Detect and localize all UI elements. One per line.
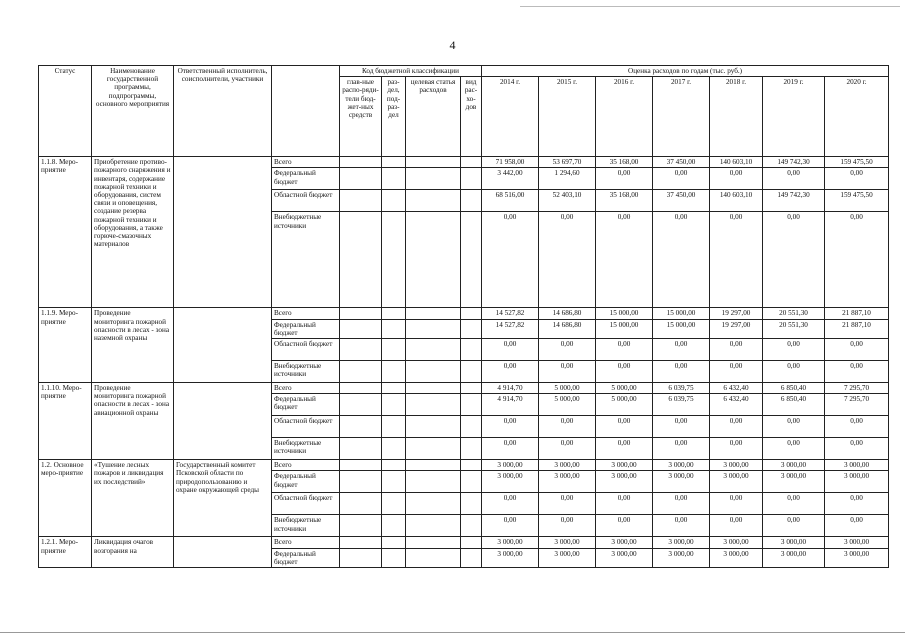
funding-source: Областной бюджет — [272, 416, 340, 438]
kbk-cell — [461, 515, 482, 537]
amount-cell: 0,00 — [763, 515, 825, 537]
amount-cell: 0,00 — [653, 438, 710, 460]
row-responsible — [174, 537, 272, 568]
amount-cell: 3 000,00 — [763, 460, 825, 471]
amount-cell: 0,00 — [710, 416, 763, 438]
amount-cell: 3 000,00 — [825, 471, 889, 493]
kbk-cell — [461, 308, 482, 319]
amount-cell: 0,00 — [482, 438, 539, 460]
kbk-cell — [340, 319, 382, 338]
amount-cell: 0,00 — [596, 339, 653, 361]
amount-cell: 0,00 — [763, 339, 825, 361]
kbk-cell — [340, 361, 382, 383]
amount-cell: 0,00 — [539, 361, 596, 383]
amount-cell: 0,00 — [825, 493, 889, 515]
amount-cell: 0,00 — [482, 339, 539, 361]
amount-cell: 3 000,00 — [539, 460, 596, 471]
amount-cell: 3 000,00 — [539, 471, 596, 493]
amount-cell: 3 000,00 — [482, 537, 539, 548]
amount-cell: 0,00 — [539, 416, 596, 438]
amount-cell: 0,00 — [653, 212, 710, 308]
amount-cell: 19 297,00 — [710, 319, 763, 338]
kbk-cell — [461, 493, 482, 515]
amount-cell: 0,00 — [825, 515, 889, 537]
row-name: Приобретение противо-пожарного снаряжения и инвентаря, содержание пожарной техники и оборудования, систем связи и оповещения, создание резерва пожарной техники и оборудования, а также горюче-смазочных материалов — [92, 157, 174, 308]
row-responsible: Государственный комитет Псковской области по природопользованию и охране окружающей среды — [174, 460, 272, 537]
amount-cell: 37 450,00 — [653, 190, 710, 212]
kbk-cell — [461, 339, 482, 361]
kbk-cell — [461, 394, 482, 416]
amount-cell: 3 000,00 — [710, 460, 763, 471]
kbk-cell — [461, 548, 482, 567]
funding-source: Всего — [272, 157, 340, 168]
kbk-cell — [340, 460, 382, 471]
amount-cell: 19 297,00 — [710, 308, 763, 319]
header-kbk-grbs: глав-ные распо-ряди-тели бюд-жет-ных средств — [340, 77, 382, 157]
amount-cell: 3 000,00 — [710, 471, 763, 493]
kbk-cell — [406, 548, 461, 567]
scan-edge-line — [520, 6, 900, 7]
funding-source: Федеральный бюджет — [272, 548, 340, 567]
kbk-cell — [461, 537, 482, 548]
kbk-cell — [340, 212, 382, 308]
kbk-cell — [382, 394, 406, 416]
kbk-cell — [406, 383, 461, 394]
amount-cell: 5 000,00 — [539, 383, 596, 394]
amount-cell: 0,00 — [653, 361, 710, 383]
header-name: Наименование государственной программы, подпрограммы, основного мероприятия — [92, 66, 174, 157]
row-status: 1.2. Основное меро-приятие — [39, 460, 92, 537]
amount-cell: 159 475,50 — [825, 157, 889, 168]
funding-source: Федеральный бюджет — [272, 168, 340, 190]
header-year-2017: 2017 г. — [653, 77, 710, 157]
amount-cell: 0,00 — [539, 212, 596, 308]
header-blank — [272, 66, 340, 157]
amount-cell: 0,00 — [763, 168, 825, 190]
kbk-cell — [340, 537, 382, 548]
amount-cell: 6 432,40 — [710, 394, 763, 416]
amount-cell: 140 603,10 — [710, 190, 763, 212]
kbk-cell — [461, 168, 482, 190]
amount-cell: 15 000,00 — [596, 319, 653, 338]
amount-cell: 14 527,82 — [482, 308, 539, 319]
amount-cell: 3 000,00 — [539, 548, 596, 567]
kbk-cell — [340, 416, 382, 438]
amount-cell: 37 450,00 — [653, 157, 710, 168]
funding-source: Всего — [272, 383, 340, 394]
table-row — [39, 383, 889, 394]
amount-cell: 52 403,10 — [539, 190, 596, 212]
header-estimate: Оценка расходов по годам (тыс. руб.) — [482, 66, 889, 77]
kbk-cell — [382, 515, 406, 537]
amount-cell: 0,00 — [825, 416, 889, 438]
amount-cell: 0,00 — [710, 361, 763, 383]
table-row — [39, 157, 889, 168]
amount-cell: 15 000,00 — [653, 308, 710, 319]
kbk-cell — [340, 493, 382, 515]
header-kbk-target: целевая статья расходов — [406, 77, 461, 157]
amount-cell: 0,00 — [825, 168, 889, 190]
kbk-cell — [340, 157, 382, 168]
amount-cell: 0,00 — [710, 339, 763, 361]
page-number: 4 — [449, 38, 456, 52]
kbk-cell — [406, 471, 461, 493]
row-responsible — [174, 308, 272, 383]
amount-cell: 0,00 — [539, 515, 596, 537]
funding-source: Внебюджетные источники — [272, 212, 340, 308]
amount-cell: 35 168,00 — [596, 157, 653, 168]
amount-cell: 3 000,00 — [596, 471, 653, 493]
kbk-cell — [406, 515, 461, 537]
amount-cell: 0,00 — [825, 438, 889, 460]
kbk-cell — [406, 438, 461, 460]
amount-cell: 6 039,75 — [653, 394, 710, 416]
funding-source: Внебюджетные источники — [272, 515, 340, 537]
amount-cell: 0,00 — [482, 416, 539, 438]
amount-cell: 0,00 — [539, 339, 596, 361]
table-row — [39, 308, 889, 319]
header-year-2015: 2015 г. — [539, 77, 596, 157]
kbk-cell — [340, 438, 382, 460]
kbk-cell — [406, 190, 461, 212]
funding-source: Всего — [272, 460, 340, 471]
amount-cell: 1 294,60 — [539, 168, 596, 190]
amount-cell: 14 527,82 — [482, 319, 539, 338]
amount-cell: 3 000,00 — [653, 537, 710, 548]
amount-cell: 0,00 — [596, 438, 653, 460]
amount-cell: 3 000,00 — [482, 471, 539, 493]
kbk-cell — [461, 438, 482, 460]
amount-cell: 0,00 — [825, 212, 889, 308]
amount-cell: 20 551,30 — [763, 308, 825, 319]
kbk-cell — [382, 438, 406, 460]
amount-cell: 15 000,00 — [596, 308, 653, 319]
amount-cell: 6 850,40 — [763, 383, 825, 394]
amount-cell: 0,00 — [653, 339, 710, 361]
kbk-cell — [406, 416, 461, 438]
kbk-cell — [461, 212, 482, 308]
amount-cell: 3 000,00 — [763, 471, 825, 493]
amount-cell: 0,00 — [596, 212, 653, 308]
kbk-cell — [340, 383, 382, 394]
row-status: 1.2.1. Меро-приятие — [39, 537, 92, 568]
amount-cell: 6 850,40 — [763, 394, 825, 416]
row-name: «Тушение лесных пожаров и ликвидация их последствий» — [92, 460, 174, 537]
amount-cell: 3 000,00 — [653, 548, 710, 567]
row-responsible — [174, 157, 272, 308]
kbk-cell — [406, 394, 461, 416]
amount-cell: 0,00 — [482, 212, 539, 308]
amount-cell: 3 000,00 — [653, 460, 710, 471]
kbk-cell — [382, 168, 406, 190]
row-name: Проведение мониторинга пожарной опасности в лесах - зона авиационной охраны — [92, 383, 174, 460]
table-row — [39, 537, 889, 548]
amount-cell: 3 000,00 — [482, 460, 539, 471]
kbk-cell — [382, 471, 406, 493]
amount-cell: 21 887,10 — [825, 308, 889, 319]
amount-cell: 3 000,00 — [539, 537, 596, 548]
kbk-cell — [382, 319, 406, 338]
amount-cell: 0,00 — [710, 493, 763, 515]
kbk-cell — [382, 416, 406, 438]
amount-cell: 0,00 — [763, 416, 825, 438]
header-responsible: Ответственный исполнитель, соисполнители, участники — [174, 66, 272, 157]
kbk-cell — [406, 319, 461, 338]
kbk-cell — [340, 548, 382, 567]
kbk-cell — [340, 515, 382, 537]
amount-cell: 21 887,10 — [825, 319, 889, 338]
amount-cell: 3 000,00 — [825, 548, 889, 567]
amount-cell: 0,00 — [825, 339, 889, 361]
kbk-cell — [382, 212, 406, 308]
amount-cell: 0,00 — [596, 493, 653, 515]
funding-source: Областной бюджет — [272, 493, 340, 515]
amount-cell: 3 000,00 — [825, 460, 889, 471]
header-year-2016: 2016 г. — [596, 77, 653, 157]
amount-cell: 6 039,75 — [653, 383, 710, 394]
amount-cell: 0,00 — [763, 361, 825, 383]
kbk-cell — [406, 493, 461, 515]
amount-cell: 14 686,80 — [539, 308, 596, 319]
funding-source: Федеральный бюджет — [272, 394, 340, 416]
header-year-2018: 2018 г. — [710, 77, 763, 157]
kbk-cell — [461, 471, 482, 493]
kbk-cell — [461, 157, 482, 168]
funding-source: Областной бюджет — [272, 190, 340, 212]
amount-cell: 35 168,00 — [596, 190, 653, 212]
funding-source: Всего — [272, 308, 340, 319]
row-status: 1.1.10. Меро-приятие — [39, 383, 92, 460]
kbk-cell — [382, 157, 406, 168]
kbk-cell — [382, 537, 406, 548]
amount-cell: 3 000,00 — [653, 471, 710, 493]
kbk-cell — [406, 339, 461, 361]
funding-source: Внебюджетные источники — [272, 438, 340, 460]
amount-cell: 0,00 — [710, 515, 763, 537]
amount-cell: 140 603,10 — [710, 157, 763, 168]
funding-source: Всего — [272, 537, 340, 548]
funding-source: Внебюджетные источники — [272, 361, 340, 383]
header-year-2019: 2019 г. — [763, 77, 825, 157]
amount-cell: 0,00 — [653, 493, 710, 515]
row-status: 1.1.8. Меро-приятие — [39, 157, 92, 308]
amount-cell: 159 475,50 — [825, 190, 889, 212]
kbk-cell — [461, 460, 482, 471]
amount-cell: 68 516,00 — [482, 190, 539, 212]
kbk-cell — [406, 212, 461, 308]
kbk-cell — [382, 548, 406, 567]
row-name: Ликвидация очагов возгорания на — [92, 537, 174, 568]
amount-cell: 0,00 — [710, 438, 763, 460]
kbk-cell — [340, 168, 382, 190]
kbk-cell — [382, 339, 406, 361]
amount-cell: 0,00 — [596, 515, 653, 537]
amount-cell: 3 000,00 — [596, 460, 653, 471]
amount-cell: 0,00 — [596, 416, 653, 438]
table-row — [39, 460, 889, 471]
amount-cell: 0,00 — [825, 361, 889, 383]
kbk-cell — [382, 460, 406, 471]
amount-cell: 0,00 — [653, 168, 710, 190]
kbk-cell — [461, 383, 482, 394]
amount-cell: 149 742,30 — [763, 157, 825, 168]
amount-cell: 4 914,70 — [482, 383, 539, 394]
amount-cell: 3 000,00 — [710, 537, 763, 548]
kbk-cell — [382, 308, 406, 319]
table-body — [39, 157, 889, 568]
amount-cell: 0,00 — [539, 438, 596, 460]
budget-table — [38, 65, 889, 568]
amount-cell: 0,00 — [653, 515, 710, 537]
kbk-cell — [406, 157, 461, 168]
amount-cell: 3 442,00 — [482, 168, 539, 190]
kbk-cell — [406, 537, 461, 548]
header-year-2014: 2014 г. — [482, 77, 539, 157]
amount-cell: 7 295,70 — [825, 394, 889, 416]
kbk-cell — [461, 190, 482, 212]
amount-cell: 0,00 — [763, 493, 825, 515]
header-status: Статус — [39, 66, 92, 157]
kbk-cell — [382, 493, 406, 515]
amount-cell: 53 697,70 — [539, 157, 596, 168]
amount-cell: 0,00 — [539, 493, 596, 515]
amount-cell: 15 000,00 — [653, 319, 710, 338]
kbk-cell — [340, 190, 382, 212]
kbk-cell — [406, 361, 461, 383]
kbk-cell — [382, 361, 406, 383]
amount-cell: 149 742,30 — [763, 190, 825, 212]
row-name: Проведение мониторинга пожарной опасности в лесах - зона наземной охраны — [92, 308, 174, 383]
header-year-2020: 2020 г. — [825, 77, 889, 157]
amount-cell: 0,00 — [763, 438, 825, 460]
amount-cell: 0,00 — [710, 168, 763, 190]
amount-cell: 3 000,00 — [710, 548, 763, 567]
amount-cell: 0,00 — [482, 515, 539, 537]
kbk-cell — [340, 308, 382, 319]
header-kbk: Код бюджетной классификации — [340, 66, 482, 77]
amount-cell: 7 295,70 — [825, 383, 889, 394]
amount-cell: 3 000,00 — [763, 548, 825, 567]
amount-cell: 0,00 — [596, 168, 653, 190]
kbk-cell — [461, 361, 482, 383]
amount-cell: 3 000,00 — [763, 537, 825, 548]
kbk-cell — [340, 394, 382, 416]
amount-cell: 0,00 — [596, 361, 653, 383]
amount-cell: 3 000,00 — [482, 548, 539, 567]
amount-cell: 20 551,30 — [763, 319, 825, 338]
row-responsible — [174, 383, 272, 460]
amount-cell: 6 432,40 — [710, 383, 763, 394]
amount-cell: 14 686,80 — [539, 319, 596, 338]
amount-cell: 71 958,00 — [482, 157, 539, 168]
amount-cell: 5 000,00 — [539, 394, 596, 416]
amount-cell: 0,00 — [482, 493, 539, 515]
kbk-cell — [461, 319, 482, 338]
kbk-cell — [382, 383, 406, 394]
amount-cell: 0,00 — [482, 361, 539, 383]
amount-cell: 3 000,00 — [596, 548, 653, 567]
kbk-cell — [406, 460, 461, 471]
amount-cell: 3 000,00 — [825, 537, 889, 548]
kbk-cell — [461, 416, 482, 438]
kbk-cell — [340, 471, 382, 493]
funding-source: Федеральный бюджет — [272, 319, 340, 338]
amount-cell: 5 000,00 — [596, 383, 653, 394]
funding-source: Областной бюджет — [272, 339, 340, 361]
amount-cell: 4 914,70 — [482, 394, 539, 416]
amount-cell: 0,00 — [710, 212, 763, 308]
amount-cell: 0,00 — [763, 212, 825, 308]
header-kbk-section: раз-дел, под-раз-дел — [382, 77, 406, 157]
amount-cell: 3 000,00 — [596, 537, 653, 548]
funding-source: Федеральный бюджет — [272, 471, 340, 493]
kbk-cell — [340, 339, 382, 361]
kbk-cell — [382, 190, 406, 212]
amount-cell: 5 000,00 — [596, 394, 653, 416]
kbk-cell — [406, 168, 461, 190]
scan-edge-line-bottom — [0, 632, 905, 633]
header-kbk-type: вид рас-хо-дов — [461, 77, 482, 157]
row-status: 1.1.9. Меро-приятие — [39, 308, 92, 383]
kbk-cell — [406, 308, 461, 319]
amount-cell: 0,00 — [653, 416, 710, 438]
